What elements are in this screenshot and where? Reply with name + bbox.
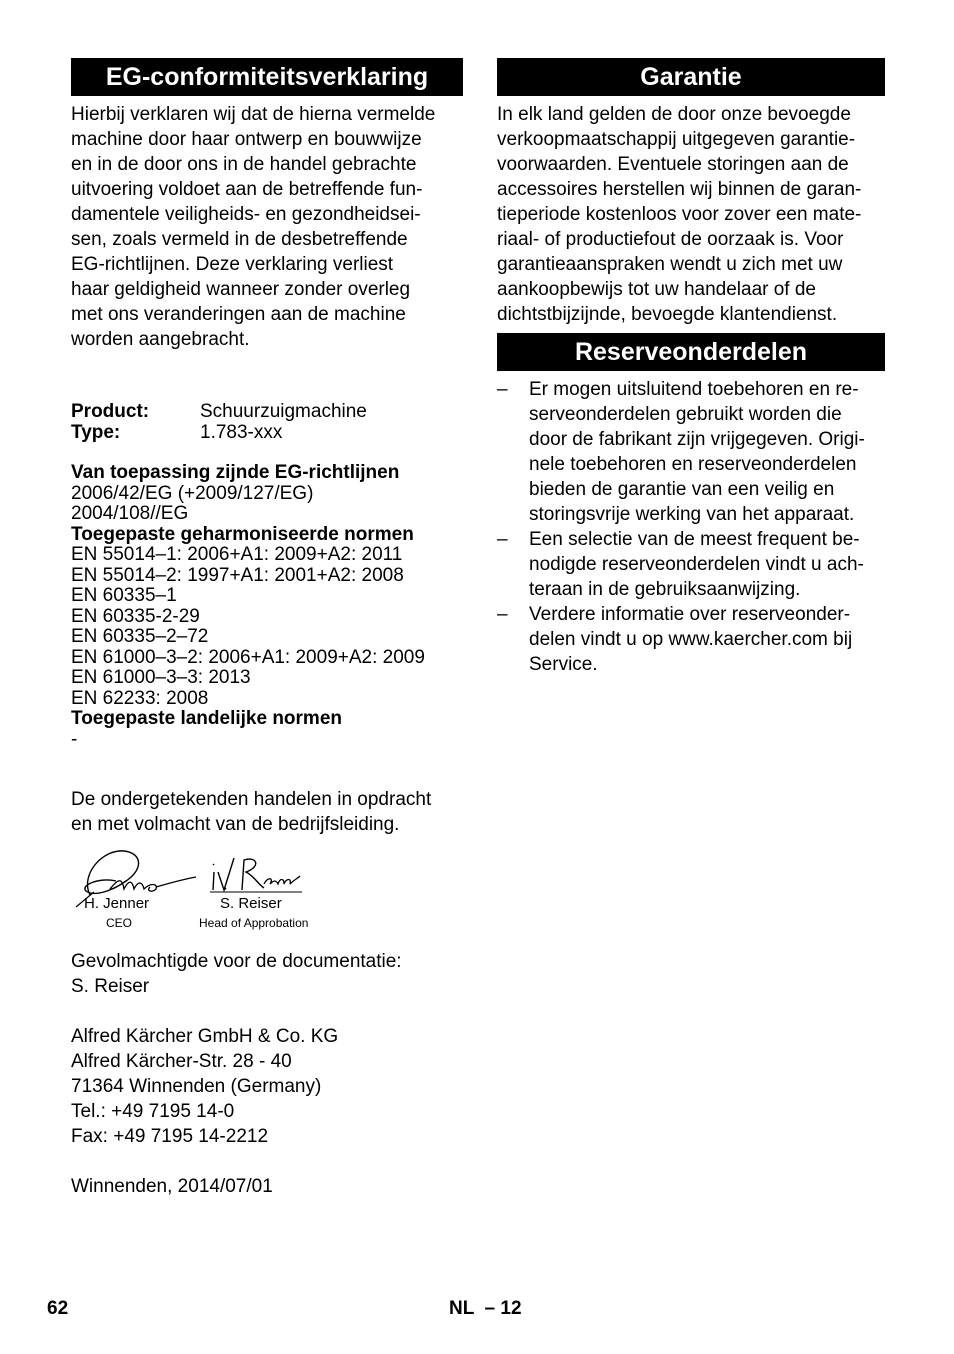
national-value: - [71, 728, 78, 750]
signatory-name: S. Reiser [220, 895, 282, 912]
dash-marker: – [497, 529, 508, 550]
dash-marker: – [497, 604, 508, 625]
product-label: Product: [71, 401, 150, 422]
national-heading: Toegepaste landelijke normen [71, 708, 343, 729]
standard-item: EN 61000–3–3: 2013 [71, 667, 251, 688]
standard-item: EN 62233: 2008 [71, 687, 209, 709]
undersigned-text: De ondergetekenden handelen in opdracht en met volmacht van de bedrijfsleiding. [71, 789, 432, 835]
type-row [71, 423, 463, 444]
ec-declaration-heading: EG-conformiteitsverklaring [71, 58, 463, 96]
type-label: Type: [71, 421, 121, 443]
warranty-heading: Garantie [497, 58, 885, 96]
spare-parts-list [497, 377, 885, 677]
place-date: Winnenden, 2014/07/01 [71, 1176, 273, 1197]
standard-item: EN 55014–2: 1997+A1: 2001+A2: 2008 [71, 564, 404, 586]
left-column [71, 58, 463, 352]
type-value: 1.783-xxx [200, 421, 283, 443]
standards-block [71, 463, 463, 750]
signatory-name: H. Jenner [84, 895, 150, 912]
standard-item: EN 60335–1 [71, 585, 177, 606]
spare-parts-heading: Reserveonderdelen [497, 333, 885, 371]
product-row [71, 402, 463, 423]
signatory-role: Head of Approbation [199, 916, 309, 930]
list-item: – Verdere informatie over reserveonder- delen vindt u op www.kaercher.com bij Service. [497, 604, 853, 675]
documentation-officer: Gevolmachtigde voor de documentatie: S. Reiser [71, 951, 402, 997]
standard-item: EN 61000–3–2: 2006+A1: 2009+A2: 2009 [71, 646, 425, 668]
language-page-label: NL – 12 [449, 1298, 522, 1319]
directives-heading: Van toepassing zijnde EG-richtlijnen [71, 462, 400, 483]
warranty-text: In elk land gelden de door onze bevoegde verkoopmaatschappij uitgegeven garantie- voorwaarden. Eventuele storingen aan de accessoires herstellen wij binnen de garan- tieperiode kostenloos voor zover een mate- riaal- of productiefout de oorzaak is. Voor garantieaanspraken wendt u zich met uw aankoopbewijs tot uw handelaar of de dichtstbijzijnde, bevoegde klantendienst. [497, 104, 862, 325]
product-info [71, 402, 463, 443]
directive-item: 2006/42/EG (+2009/127/EG) [71, 482, 314, 504]
page-number: 62 [47, 1298, 69, 1319]
list-item: – Er mogen uitsluitend toebehoren en re- serveonderdelen gebruikt worden die door de fabrikant zijn vrijgegeven. Origi- nele toebehoren en reserveonderdelen bieden de garantie van een veilig en storingsvrije werking van het apparaat. [497, 379, 865, 525]
standard-item: EN 60335-2-29 [71, 605, 200, 627]
product-value: Schuurzuigmachine [200, 401, 367, 422]
standard-item: EN 60335–2–72 [71, 626, 209, 647]
dash-marker: – [497, 379, 508, 400]
spare-parts-section [497, 333, 885, 677]
list-item: – Een selectie van de meest frequent be- nodigde reserveonderdelen vindt u ach- teraan in de gebruiksaanwijzing. [497, 529, 864, 600]
standard-item: EN 55014–1: 2006+A1: 2009+A2: 2011 [71, 544, 403, 565]
signature-reiser [208, 852, 304, 896]
directive-item: 2004/108//EG [71, 503, 189, 524]
signatory-role: CEO [106, 916, 133, 930]
company-address: Alfred Kärcher GmbH & Co. KG Alfred Kärcher-Str. 28 - 40 71364 Winnenden (Germany) Tel.: +49 7195 14-0 Fax: +49 7195 14-2212 [71, 1026, 339, 1147]
harmonised-heading: Toegepaste geharmoniseerde normen [71, 523, 414, 545]
ec-declaration-intro: Hierbij verklaren wij dat de hierna vermelde machine door haar ontwerp en bouwwijze en in de door ons in de handel gebrachte uitvoering voldoet aan de betreffende fun- damentele veiligheids- en gezondheidsei- sen, zoals vermeld in de desbetreffende EG-richtlijnen. Deze verklaring verliest haar geldigheid wanneer zonder overleg met ons veranderingen aan de machine worden aangebracht. [71, 104, 436, 350]
warranty-section [497, 58, 885, 327]
